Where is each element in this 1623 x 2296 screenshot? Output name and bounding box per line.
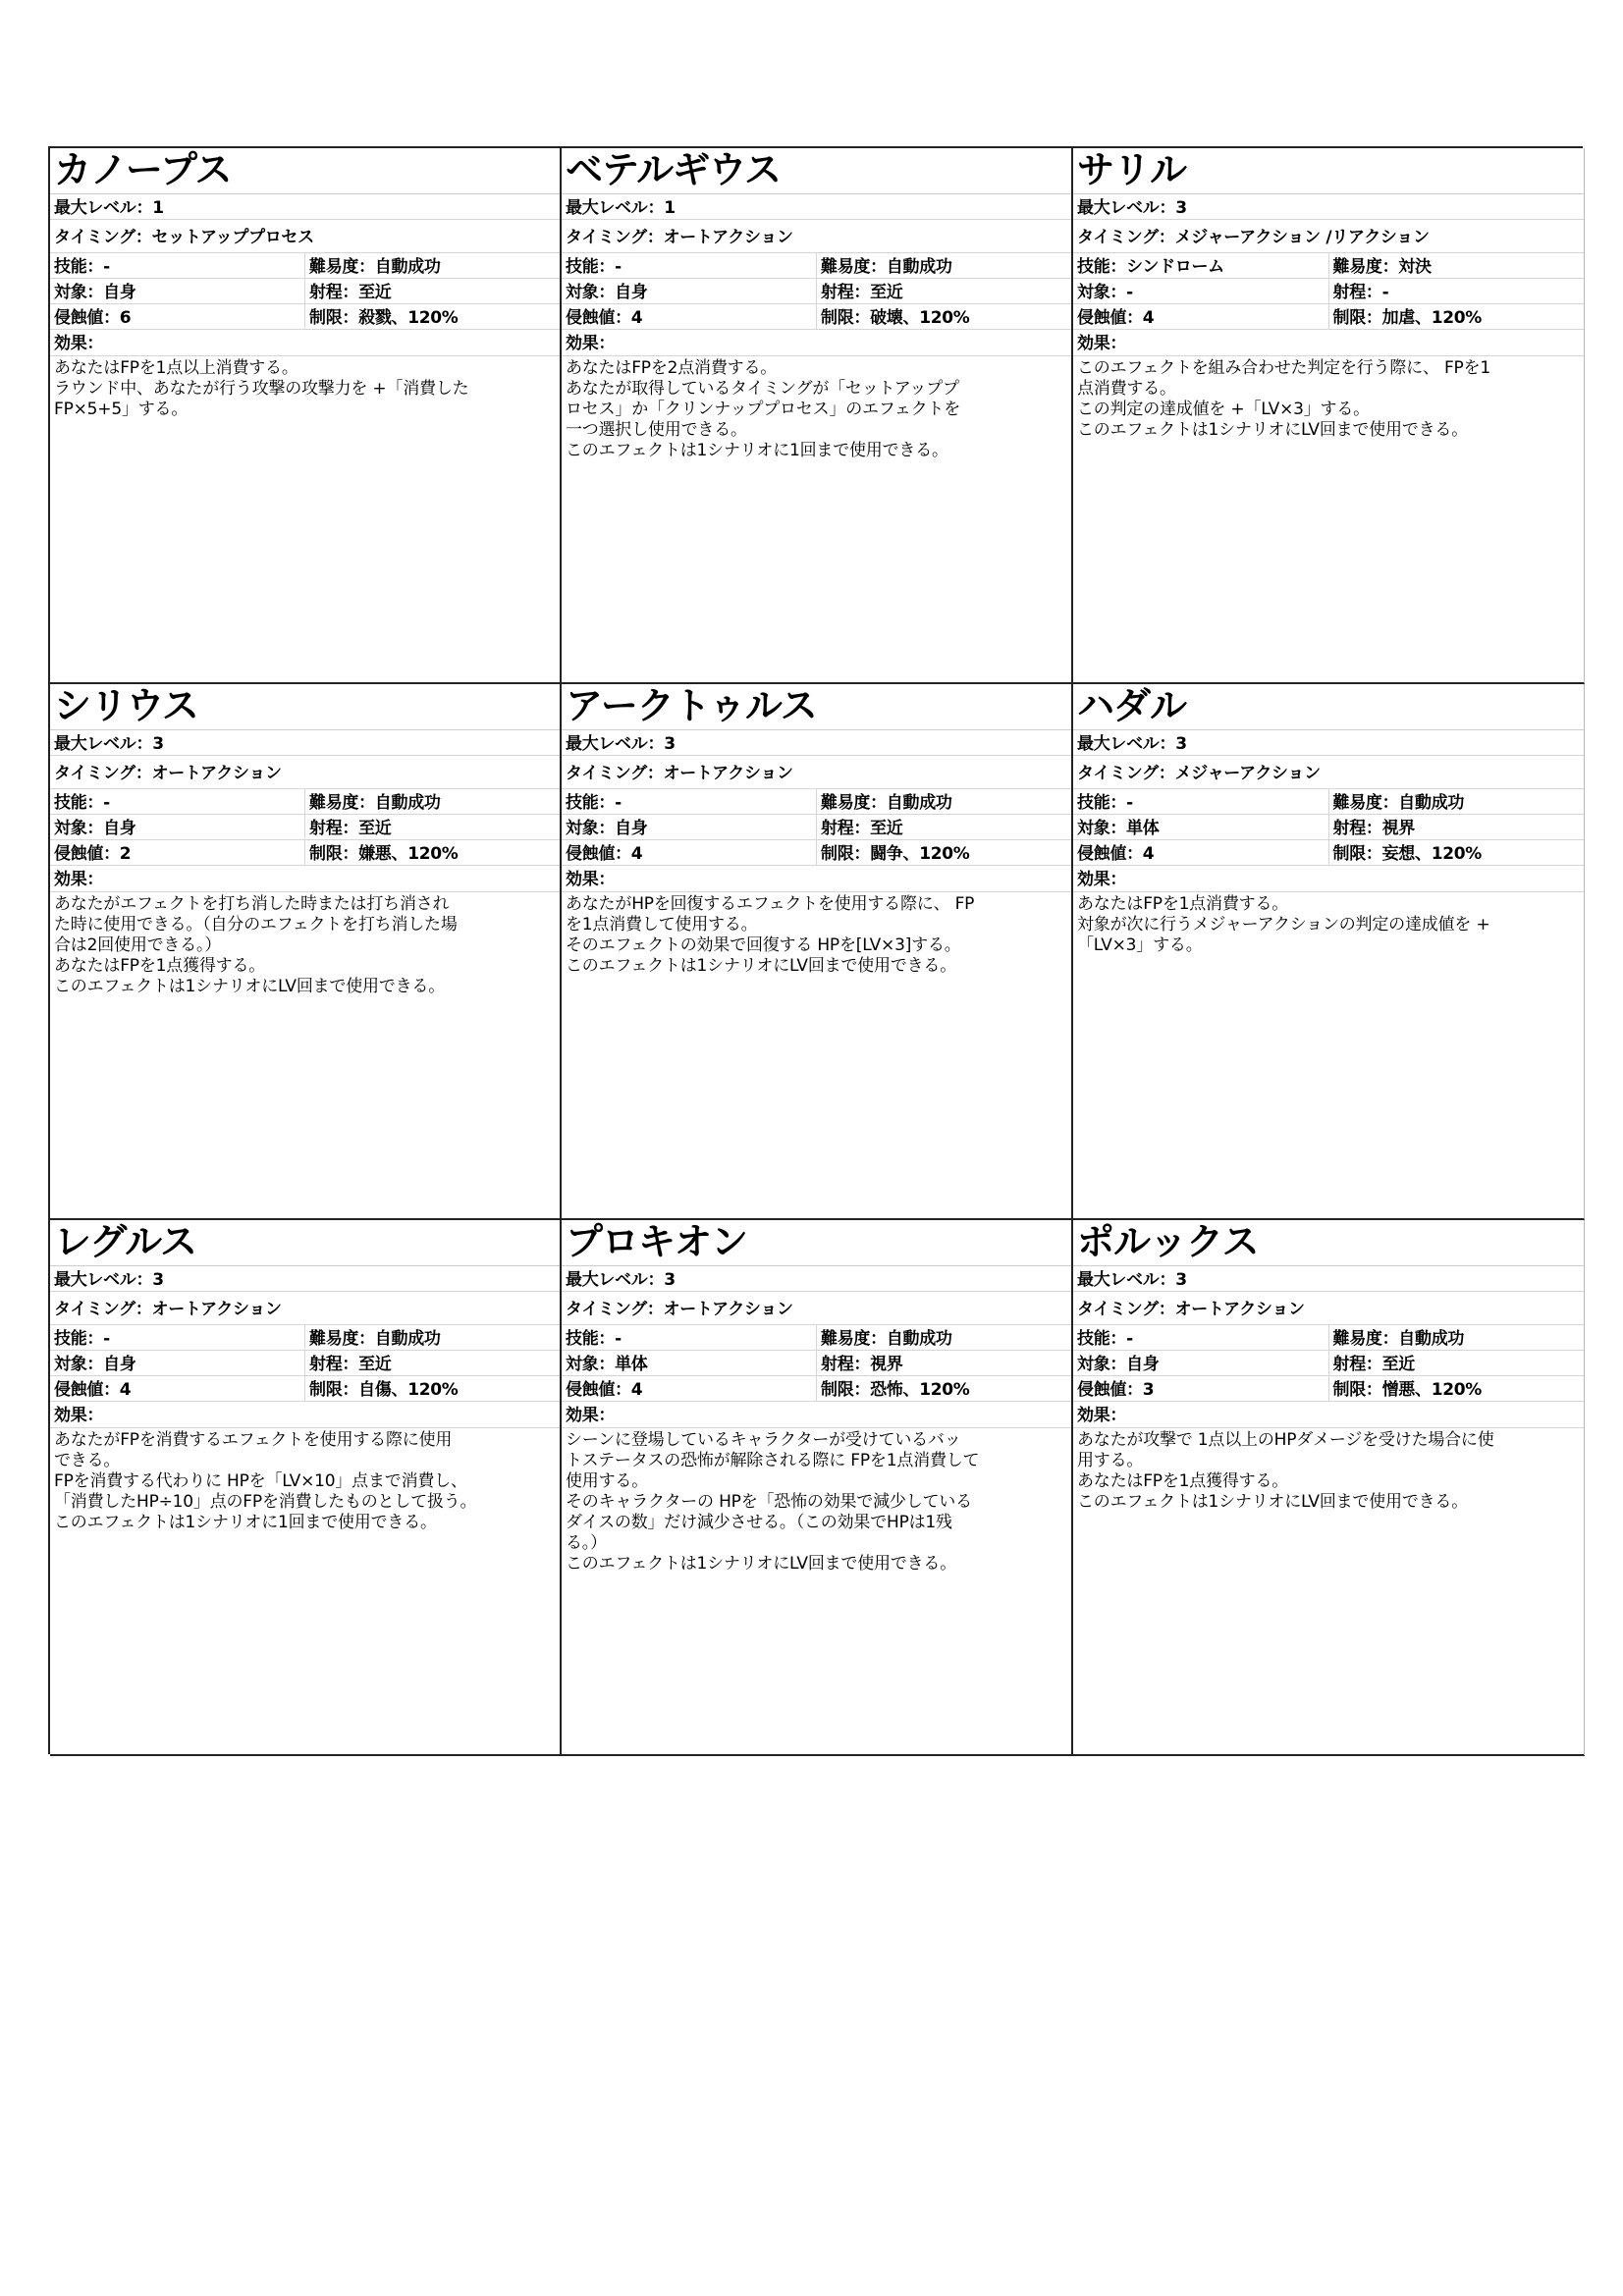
timing: タイミング：セットアッププロセス: [50, 220, 560, 253]
limit: 制限：自傷、120%: [304, 1376, 560, 1402]
limit: 制限：闘争、120%: [816, 840, 1071, 866]
range: 射程：至近: [304, 1351, 560, 1376]
difficulty: 難易度：対決: [1328, 253, 1585, 279]
card-title: ポルックス: [1073, 1220, 1584, 1266]
timing: タイミング：オートアクション: [562, 756, 1071, 789]
max-level: 最大レベル：3: [1073, 1266, 1584, 1292]
difficulty: 難易度：自動成功: [1328, 1325, 1585, 1351]
effect-label: 効果：: [50, 866, 560, 892]
skill: 技能：シンドローム: [1077, 257, 1224, 277]
skill: 技能：-: [54, 1329, 110, 1349]
effect-card: [50, 684, 562, 1220]
erosion-row: [50, 840, 560, 866]
effect-text: あなたがHPを回復するエフェクトを使用する際に、 FP を1点消費して使用する。 そのエフェクトの効果で回復する HPを[LV×3]する。 このエフェクトは1シナリオにLV回まで使用できる。: [566, 894, 975, 976]
target: 対象：自身: [566, 283, 648, 302]
effect-card: [562, 1220, 1073, 1756]
timing: タイミング：メジャーアクション /リアクション: [1073, 220, 1584, 253]
range: 射程：至近: [1328, 1351, 1585, 1376]
skill-row: [562, 1325, 1071, 1351]
effect-text: あなたがエフェクトを打ち消した時または打ち消され た時に使用できる。（自分のエフェクトを打ち消した場 合は2回使用できる。） あなたはFPを1点獲得する。 このエフェクトは1シナリオにLV回まで使用できる。: [54, 894, 458, 996]
range: 射程：至近: [304, 279, 560, 304]
skill-row: [50, 253, 560, 279]
effect-card: [562, 684, 1073, 1220]
skill: 技能：-: [1077, 793, 1133, 813]
timing: タイミング：オートアクション: [50, 756, 560, 789]
target-row: [1073, 815, 1584, 840]
card-title: レグルス: [50, 1220, 560, 1266]
erosion: 侵蝕値：4: [566, 1380, 643, 1400]
max-level: 最大レベル：1: [50, 194, 560, 220]
max-level: 最大レベル：3: [50, 1266, 560, 1292]
target-row: [562, 279, 1071, 304]
difficulty: 難易度：自動成功: [304, 1325, 560, 1351]
skill: 技能：-: [1077, 1329, 1133, 1349]
skill: 技能：-: [566, 1329, 622, 1349]
target-row: [1073, 1351, 1584, 1376]
card-title: ベテルギウス: [562, 148, 1071, 194]
limit: 制限：妄想、120%: [1328, 840, 1585, 866]
skill: 技能：-: [54, 257, 110, 277]
target: 対象：自身: [1077, 1355, 1160, 1374]
limit: 制限：憎悪、120%: [1328, 1376, 1585, 1402]
erosion: 侵蝕値：4: [566, 308, 643, 328]
effect-text: このエフェクトを組み合わせた判定を行う際に、 FPを1 点消費する。 この判定の達成値を +「LV×3」する。 このエフェクトは1シナリオにLV回まで使用できる。: [1077, 358, 1490, 440]
effect-label: 効果：: [1073, 1402, 1584, 1428]
timing: タイミング：オートアクション: [562, 220, 1071, 253]
target: 対象：自身: [54, 283, 136, 302]
erosion: 侵蝕値：4: [54, 1380, 132, 1400]
erosion-row: [50, 304, 560, 330]
erosion-row: [1073, 304, 1584, 330]
effect-text: あなたはFPを2点消費する。 あなたが取得しているタイミングが「セットアッププ ロセス」か「クリンナッププロセス」のエフェクトを 一つ選択し使用できる。 このエフェクトは1シナリオに1回まで使用できる。: [566, 358, 961, 460]
erosion: 侵蝕値：2: [54, 844, 132, 864]
timing: タイミング：メジャーアクション: [1073, 756, 1584, 789]
effect-label: 効果：: [562, 866, 1071, 892]
max-level: 最大レベル：3: [1073, 730, 1584, 756]
target-row: [50, 815, 560, 840]
limit: 制限：嫌悪、120%: [304, 840, 560, 866]
range: 射程：至近: [816, 815, 1071, 840]
target-row: [1073, 279, 1584, 304]
skill-row: [1073, 789, 1584, 815]
erosion: 侵蝕値：6: [54, 308, 132, 328]
max-level: 最大レベル：1: [562, 194, 1071, 220]
effect-text: あなたはFPを1点消費する。 対象が次に行うメジャーアクションの判定の達成値を + 「LV×3」する。: [1077, 894, 1490, 955]
skill-row: [562, 789, 1071, 815]
range: 射程：至近: [816, 279, 1071, 304]
card-title: サリル: [1073, 148, 1584, 194]
skill-row: [50, 789, 560, 815]
max-level: 最大レベル：3: [562, 1266, 1071, 1292]
skill: 技能：-: [566, 257, 622, 277]
range: 射程：視界: [1328, 815, 1585, 840]
target: 対象：自身: [54, 1355, 136, 1374]
erosion-row: [1073, 840, 1584, 866]
effect-label: 効果：: [1073, 866, 1584, 892]
erosion-row: [562, 1376, 1071, 1402]
card-title: シリウス: [50, 684, 560, 730]
timing: タイミング：オートアクション: [562, 1292, 1071, 1325]
effect-card: [1073, 1220, 1585, 1756]
erosion-row: [562, 840, 1071, 866]
target-row: [50, 1351, 560, 1376]
effect-card: [1073, 684, 1585, 1220]
erosion-row: [562, 304, 1071, 330]
skill-row: [562, 253, 1071, 279]
range: 射程：至近: [304, 815, 560, 840]
effect-card: [50, 148, 562, 684]
effect-card: [50, 1220, 562, 1756]
limit: 制限：破壊、120%: [816, 304, 1071, 330]
target-row: [562, 1351, 1071, 1376]
target: 対象：-: [1077, 283, 1133, 302]
timing: タイミング：オートアクション: [1073, 1292, 1584, 1325]
erosion: 侵蝕値：4: [566, 844, 643, 864]
timing: タイミング：オートアクション: [50, 1292, 560, 1325]
effect-label: 効果：: [1073, 330, 1584, 356]
target: 対象：自身: [566, 819, 648, 838]
erosion: 侵蝕値：3: [1077, 1380, 1155, 1400]
skill: 技能：-: [54, 793, 110, 813]
erosion: 侵蝕値：4: [1077, 844, 1155, 864]
erosion-row: [50, 1376, 560, 1402]
effect-label: 効果：: [50, 1402, 560, 1428]
target: 対象：単体: [1077, 819, 1160, 838]
difficulty: 難易度：自動成功: [816, 253, 1071, 279]
skill: 技能：-: [566, 793, 622, 813]
effect-text: あなたがFPを消費するエフェクトを使用する際に使用 できる。 FPを消費する代わりに HPを「LV×10」点まで消費し、 「消費したHP÷10」点のFPを消費したものとして扱う。 このエフェクトは1シナリオに1回まで使用できる。: [54, 1430, 477, 1532]
erosion: 侵蝕値：4: [1077, 308, 1155, 328]
difficulty: 難易度：自動成功: [816, 789, 1071, 815]
target: 対象：自身: [54, 819, 136, 838]
effect-text: あなたが攻撃で 1点以上のHPダメージを受けた場合に使 用する。 あなたはFPを1点獲得する。 このエフェクトは1シナリオにLV回まで使用できる。: [1077, 1430, 1494, 1512]
card-title: アークトゥルス: [562, 684, 1071, 730]
effect-text: シーンに登場しているキャラクターが受けているバッ トステータスの恐怖が解除される際に FPを1点消費して 使用する。 そのキャラクターの HPを「恐怖の効果で減少している ダイスの数」だけ減少させる。（この効果でHPは1残 る。） このエフェクトは1シナリオにLV回まで使用できる。: [566, 1430, 980, 1574]
card-title: カノープス: [50, 148, 560, 194]
effect-label: 効果：: [562, 330, 1071, 356]
limit: 制限：恐怖、120%: [816, 1376, 1071, 1402]
skill-row: [50, 1325, 560, 1351]
max-level: 最大レベル：3: [50, 730, 560, 756]
limit: 制限：加虐、120%: [1328, 304, 1585, 330]
effect-text: あなたはFPを1点以上消費する。 ラウンド中、あなたが行う攻撃の攻撃力を +「消費した FP×5+5」する。: [54, 358, 469, 419]
card-title: プロキオン: [562, 1220, 1071, 1266]
skill-row: [1073, 1325, 1584, 1351]
range: 射程：視界: [816, 1351, 1071, 1376]
max-level: 最大レベル：3: [1073, 194, 1584, 220]
effect-card-grid: [48, 146, 1583, 1754]
effect-card: [1073, 148, 1585, 684]
difficulty: 難易度：自動成功: [1328, 789, 1585, 815]
target-row: [50, 279, 560, 304]
range: 射程：-: [1328, 279, 1585, 304]
max-level: 最大レベル：3: [562, 730, 1071, 756]
skill-row: [1073, 253, 1584, 279]
card-title: ハダル: [1073, 684, 1584, 730]
difficulty: 難易度：自動成功: [304, 253, 560, 279]
effect-card: [562, 148, 1073, 684]
difficulty: 難易度：自動成功: [816, 1325, 1071, 1351]
target: 対象：単体: [566, 1355, 648, 1374]
effect-label: 効果：: [562, 1402, 1071, 1428]
limit: 制限：殺戮、120%: [304, 304, 560, 330]
effect-label: 効果：: [50, 330, 560, 356]
target-row: [562, 815, 1071, 840]
difficulty: 難易度：自動成功: [304, 789, 560, 815]
erosion-row: [1073, 1376, 1584, 1402]
